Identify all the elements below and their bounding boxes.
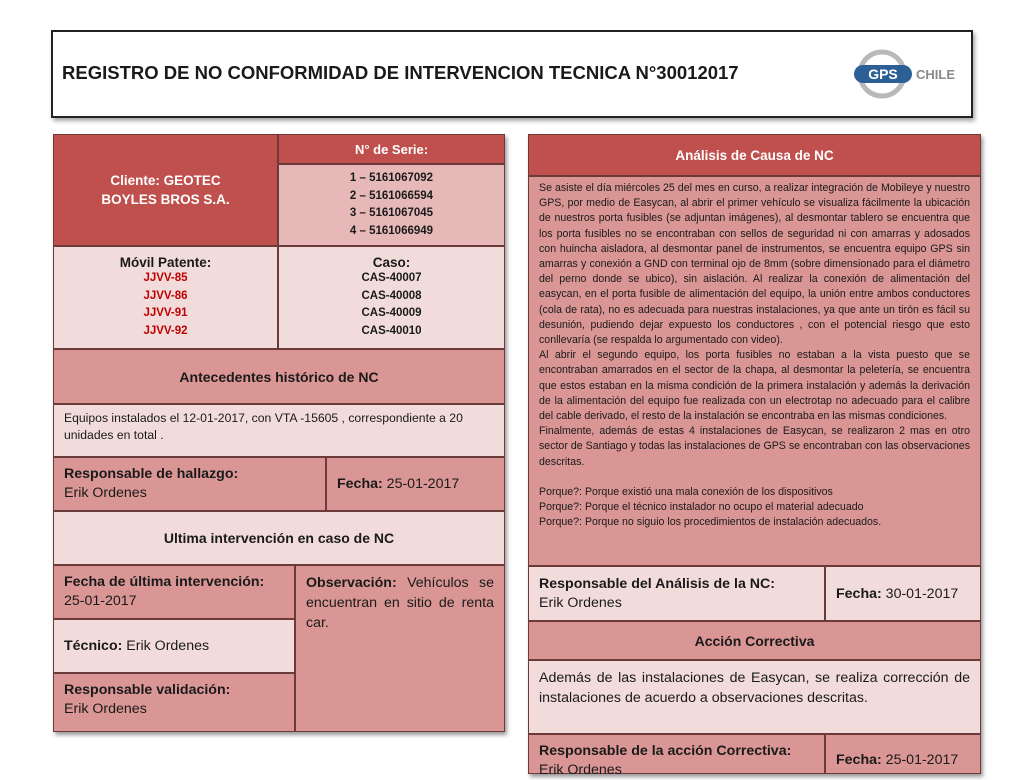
resp-validacion-cell	[53, 673, 295, 732]
caso-value: CAS-40009	[361, 307, 422, 319]
fecha-accion-cell	[825, 734, 981, 774]
porque-line: Porque?: Porque no siguio los procedimientos de instalación adecuados.	[539, 516, 882, 529]
movil-value: JJVV-91	[143, 307, 188, 319]
accion-text: Además de las instalaciones de Easycan, se realiza corrección de instalaciones de acuerdo a observaciones descritas.	[539, 670, 970, 706]
movil-value: JJVV-85	[143, 272, 188, 284]
client-label: Cliente: GEOTEC BOYLES BROS S.A.	[101, 173, 230, 207]
serie-value: 4 – 5161066949	[349, 224, 434, 237]
resp-analisis-label: Responsable del Análisis de la NC:	[539, 576, 775, 592]
fecha-label: Fecha:	[836, 752, 882, 768]
accion-cell	[528, 660, 981, 734]
serie-value: 1 – 5161067092	[349, 172, 434, 184]
analisis-header	[528, 134, 981, 176]
tecnico-label: Técnico:	[64, 638, 123, 654]
serie-values	[278, 164, 505, 246]
gps-logo-icon	[852, 48, 970, 100]
accion-header	[528, 621, 981, 660]
caso-value: CAS-40010	[361, 324, 422, 337]
antecedentes-title: Antecedentes histórico de NC	[179, 368, 379, 385]
fecha-label: Fecha:	[836, 586, 882, 602]
movil-value: JJVV-86	[143, 289, 188, 302]
resp-accion-label: Responsable de la acción Correctiva:	[539, 743, 792, 759]
fecha-ultima-label: Fecha de última intervención:	[64, 574, 265, 590]
logo-text: GPS	[868, 66, 898, 82]
client-cell	[53, 134, 278, 246]
gps-chile-logo	[852, 48, 970, 100]
serie-label: N° de Serie:	[354, 141, 429, 157]
fecha-label: Fecha:	[337, 476, 383, 492]
ultima-title: Ultima intervención en caso de NC	[163, 530, 395, 546]
antecedentes-header	[53, 349, 505, 404]
serie-value: 2 – 5161066594	[349, 189, 434, 202]
analisis-paragraph: Se asiste el día miércoles 25 del mes en curso, a realizar integración de Mobileye y nuestro GPS, por medio de Easycan, al abrir el primer vehículo se visualiza fácilmente la ubicación de nuestros porta fusibles (se adjuntan imágenes), al desmontar tablero se encuentra que los porta fusibles no se encontraban con sellos de seguridad ni con amarras y adosados con huincha aisladora, al desmontar panel de instrumentos, se encuentra equipo GPS sin amarras y conexión a GND con terminal ojo de 8mm (sobre dimensionado para el diámetro del perno donde se ubico), sin aislación. Al realizar la conexión de alimentación del easycan, en el porta fusible de alimentación del equipo, la unión entre ambos conductores (cola de rata), no es adecuada para nuestras instalaciones, ya que ante un tirón es fácil su desunión, pudiendo dejar expuesto los conductores , con el potencial riesgo que esto conllevaría (se respalda lo argumentado con video).	[539, 182, 970, 347]
observacion-label: Observación:	[306, 575, 397, 591]
resp-hallazgo-value: Erik Ordenes	[64, 485, 147, 501]
fecha-accion-value: 25-01-2017	[881, 752, 959, 768]
resp-hallazgo-cell	[53, 457, 326, 511]
fecha-analisis-cell	[825, 566, 981, 621]
resp-validacion-label: Responsable validación:	[64, 682, 231, 698]
resp-accion-value: Erik Ordenes	[539, 762, 622, 778]
resp-validacion-value: Erik Ordenes	[64, 701, 147, 717]
resp-analisis-cell	[528, 566, 825, 621]
observacion-cell	[295, 565, 505, 732]
antecedentes-text: Equipos instalados el 12-01-2017, con VTA -15605 , correspondiente a 20 unidades en total .	[64, 411, 463, 442]
blank-line	[539, 470, 970, 485]
analisis-title: Análisis de Causa de NC	[675, 147, 834, 163]
antecedentes-cell	[53, 404, 505, 457]
caso-label: Caso:	[372, 255, 411, 270]
page-title: REGISTRO DE NO CONFORMIDAD DE INTERVENCION TECNICA N°30012017	[62, 62, 739, 83]
resp-accion-cell	[528, 734, 825, 778]
movil-label: Móvil Patente:	[119, 255, 212, 270]
porque-line: Porque?: Porque existió una mala conexión de los dispositivos	[539, 485, 833, 498]
ultima-header	[53, 511, 505, 565]
tecnico-value: Erik Ordenes	[122, 638, 210, 654]
serie-value: 3 – 5161067045	[349, 207, 434, 219]
logo-suffix: CHILE	[916, 67, 955, 82]
fecha-ultima-cell	[53, 565, 295, 619]
analisis-cell	[528, 176, 981, 566]
porque-line: Porque?: Porque el técnico instalador no ocupo el material adecuado	[539, 501, 864, 514]
caso-cell	[278, 246, 505, 349]
movil-cell	[53, 246, 278, 349]
fecha-hallazgo-cell	[326, 457, 505, 511]
fecha-ultima-value: 25-01-2017	[64, 593, 137, 609]
resp-analisis-value: Erik Ordenes	[539, 595, 622, 611]
tecnico-cell	[53, 619, 295, 673]
accion-title: Acción Correctiva	[694, 632, 815, 649]
resp-hallazgo-label: Responsable de hallazgo:	[64, 466, 239, 482]
movil-value: JJVV-92	[143, 324, 188, 337]
fecha-hallazgo-value: 25-01-2017	[382, 476, 460, 492]
analisis-paragraph: Finalmente, además de estas 4 instalaciones de Easycan, se realizaron 2 mas en otro sector de Santiago y todas las instalaciones de GPS se encontraban con las observaciones descritas.	[539, 425, 970, 468]
serie-header	[278, 134, 505, 164]
fecha-analisis-value: 30-01-2017	[881, 586, 959, 602]
caso-value: CAS-40008	[361, 289, 422, 302]
caso-value: CAS-40007	[361, 272, 422, 284]
observacion-value: Vehículos se encuentran en sitio de renta car.	[306, 575, 494, 631]
analisis-paragraph: Al abrir el segundo equipo, los porta fusibles no estaban a la vista puesto que se encontraban amarrados en el sector de la chapa, al desmontar la peletería, se encuentra que estos estaban en la misma condición de la primera instalación y además la derivación de la alimentación del equipo fue realizada con un electrotap no adecuado para el calibre del cable derivado, el resto de la instalación se encontraba en las mismas condiciones.	[539, 349, 970, 423]
